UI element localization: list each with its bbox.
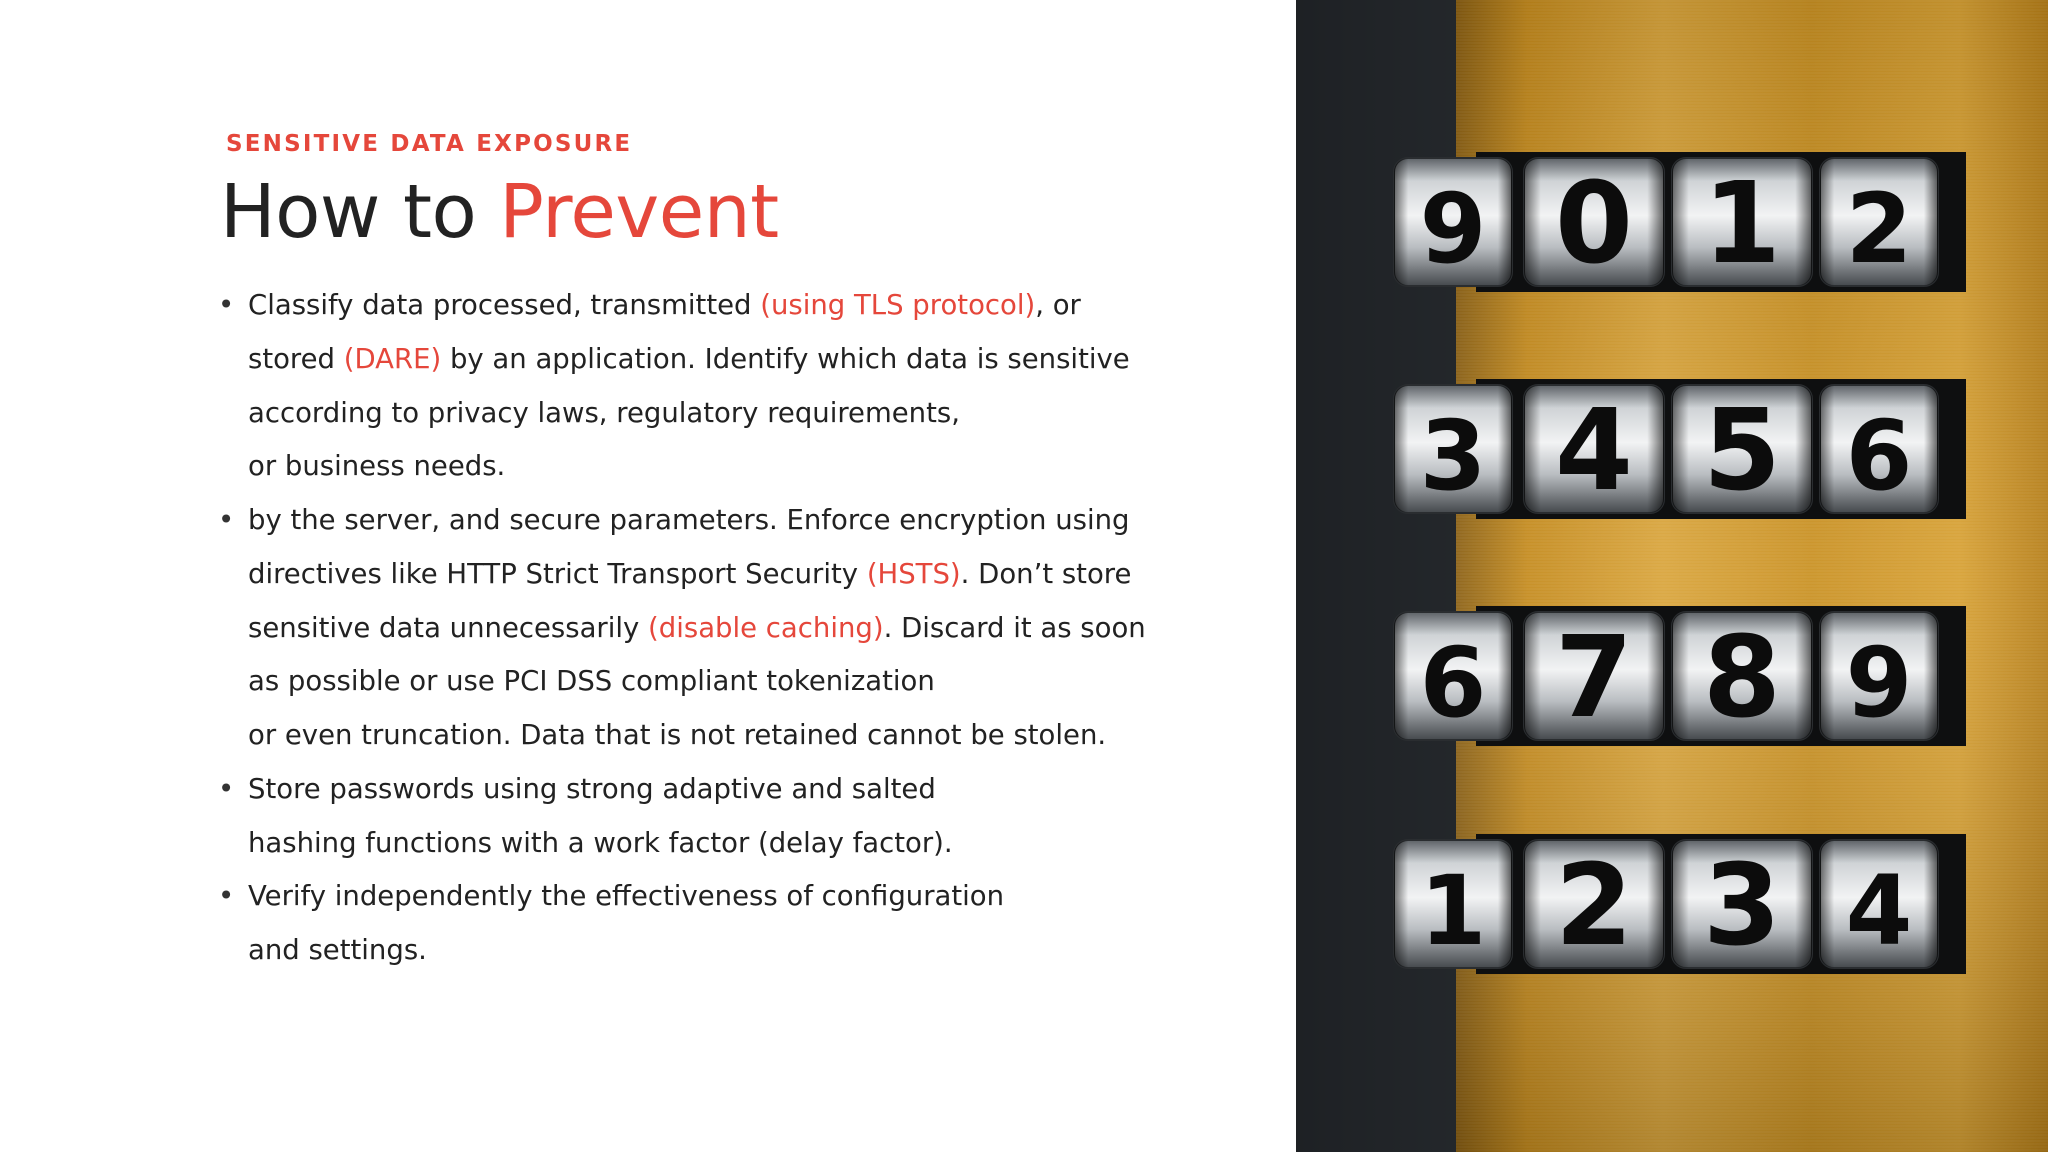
bullet-text: Verify independently the effectiveness of configuration (248, 880, 1005, 913)
dial-digit: 4 (1845, 855, 1913, 967)
dial-digit: 2 (1845, 173, 1913, 285)
dial-digit: 5 (1703, 386, 1781, 516)
combination-lock-photo (1296, 0, 2048, 1152)
bullet-text: as possible or use PCI DSS compliant tokenization (248, 665, 935, 698)
bullet-line (248, 494, 1130, 548)
bullet-line (248, 763, 1118, 817)
dial-digit: 4 (1555, 386, 1633, 516)
title-accent: Prevent (499, 169, 779, 255)
bullet-item (218, 494, 1146, 763)
bullet-line (248, 548, 1132, 602)
bullet-dot: • (218, 880, 235, 913)
dial-digit: 1 (1419, 855, 1487, 967)
bullet-text: and settings. (248, 934, 427, 966)
bullet-text: . Discard it as soon (883, 611, 1146, 644)
highlight-text: (DARE) (343, 342, 442, 375)
dial-digit: 1 (1703, 159, 1781, 289)
bullet-list (218, 279, 1146, 978)
bullet-dot: • (218, 504, 235, 536)
bullet-line (248, 333, 1130, 387)
bullet-line (248, 602, 1146, 656)
slide-title (220, 168, 779, 257)
dial-digit: 7 (1555, 613, 1633, 743)
bullet-line (248, 870, 1118, 924)
bullet-text: hashing functions with a work factor (delay factor). (248, 826, 953, 859)
bullet-item (218, 763, 1118, 871)
dial-digit: 6 (1845, 400, 1913, 512)
bullet-line (248, 387, 1118, 441)
bullet-text: Store passwords using strong adaptive and salted (248, 772, 936, 805)
bullet-text: sensitive data unnecessarily (248, 611, 649, 644)
bullet-text: , or (1035, 289, 1081, 321)
bullet-line (248, 709, 1118, 763)
bullet-text: according to privacy laws, regulatory requirements, (248, 396, 960, 429)
title-plain: How to (220, 169, 500, 255)
bullet-text: directives like HTTP Strict Transport Security (248, 557, 867, 590)
bullet-dot: • (218, 772, 235, 805)
bullet-line (248, 655, 1118, 709)
bullet-line (248, 440, 1118, 494)
dial-digit: 8 (1703, 613, 1781, 743)
bullet-line (248, 924, 1118, 978)
bullet-text: stored (248, 342, 344, 375)
section-kicker: SENSITIVE DATA EXPOSURE (226, 131, 633, 157)
bullet-text: . Don’t store (960, 557, 1132, 590)
bullet-text: Classify data processed, transmitted (248, 289, 761, 321)
dial-digit: 0 (1555, 159, 1633, 289)
dial-digit: 6 (1419, 627, 1487, 739)
bullet-line (248, 279, 1118, 333)
bullet-dot: • (218, 289, 235, 321)
bullet-line (248, 817, 1118, 871)
bullet-text: or even truncation. Data that is not retained cannot be stolen. (248, 719, 1107, 751)
highlight-text: (disable caching) (648, 611, 884, 644)
dial-digit: 2 (1555, 841, 1633, 971)
bullet-item (218, 870, 1118, 978)
dial-digit: 3 (1703, 841, 1781, 971)
bullet-text: or business needs. (248, 450, 506, 483)
highlight-text: (using TLS protocol) (760, 289, 1036, 321)
combination-lock-icon (1296, 0, 2048, 1152)
bullet-text: by the server, and secure parameters. Enforce encryption using (248, 504, 1130, 536)
dial-digit: 9 (1419, 173, 1487, 285)
bullet-item (218, 279, 1130, 494)
highlight-text: (HSTS) (866, 557, 961, 590)
dial-digit: 3 (1419, 400, 1487, 512)
bullet-text: by an application. Identify which data is sensitive (441, 342, 1130, 375)
dial-digit: 9 (1845, 627, 1913, 739)
